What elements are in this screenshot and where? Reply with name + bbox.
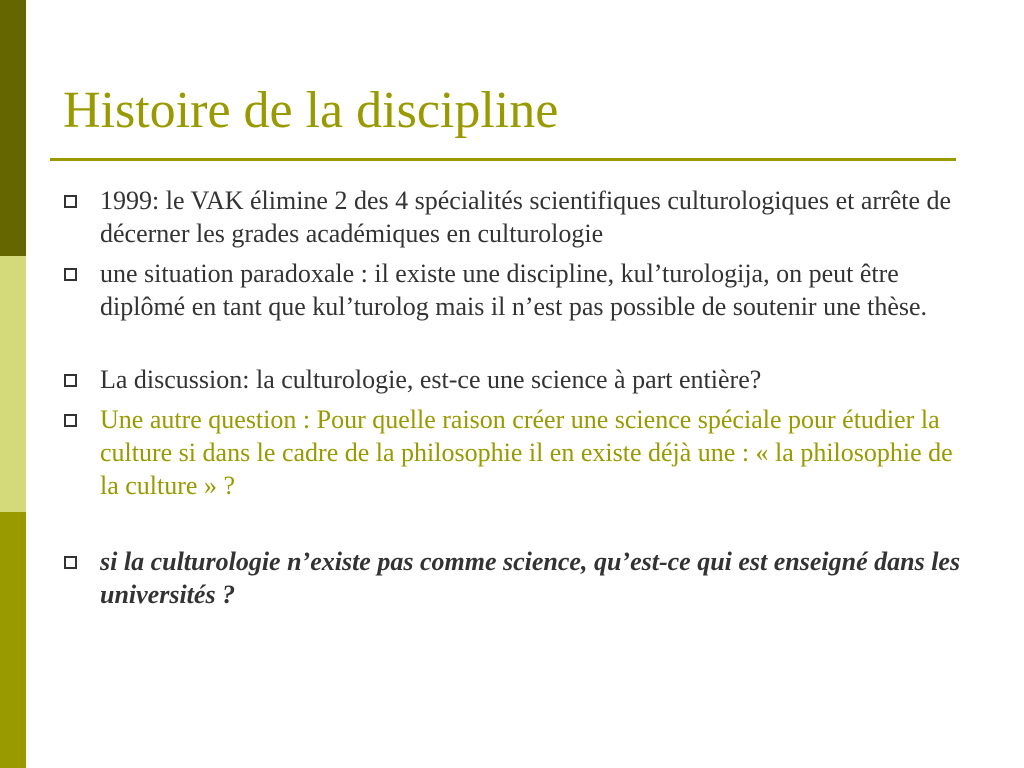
bullet-text: une situation paradoxale : il existe une discipline, kul’turologija, on peut être diplômé en tant que kul’turolog mais il n’est pas possible de soutenir une thèse. [100,259,928,321]
bullet-text: La discussion: la culturologie, est-ce une science à part entière? [100,365,762,394]
bullet-item-discussion [62,363,972,396]
bullet-item-key-question [62,545,972,611]
side-bar-top-segment [0,0,26,256]
side-bar-middle-segment [0,256,26,512]
side-bar-bottom-segment [0,512,26,768]
hollow-square-icon [64,556,77,569]
hollow-square-icon [64,268,77,281]
hollow-square-icon [64,374,77,387]
bullet-item-vak-1999 [62,184,972,250]
slide-title: Histoire de la discipline [63,82,559,139]
bullet-item-other-question [62,403,972,502]
title-underline [50,158,956,161]
bullet-text: 1999: le VAK élimine 2 des 4 spécialités scientifiques culturologiques et arrête de décerner les grades académiques en culturologie [100,186,952,248]
bullet-text: Une autre question : Pour quelle raison créer une science spéciale pour étudier la culture si dans le cadre de la philosophie il en existe déjà une : « la philosophie de la culture » ? [100,405,953,500]
bullet-text: si la culturologie n’existe pas comme science, qu’est-ce qui est enseigné dans les universités ? [100,547,961,609]
hollow-square-icon [64,195,77,208]
bullet-item-paradox [62,257,972,323]
hollow-square-icon [64,414,77,427]
bullet-list [62,184,972,611]
